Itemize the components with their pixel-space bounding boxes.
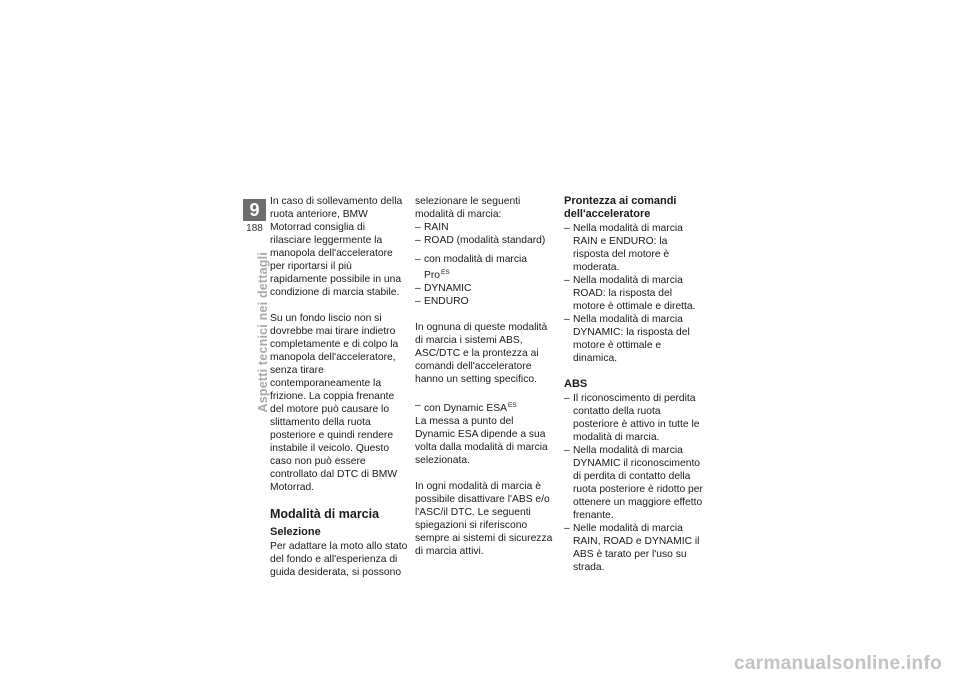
list-item: – Nella modalità di marcia DYNAMIC: la risposta del motore è ottimale e dinamica. (564, 313, 704, 365)
column-1 (270, 195, 408, 592)
subheading-selection: Selezione (270, 526, 321, 538)
list-item: – RAIN (415, 221, 555, 234)
mode-list-pro-option (415, 253, 555, 282)
list-item (415, 399, 555, 415)
paragraph-esa-setup: La messa a punto del Dynamic ESA dipende a sua volta dalla modalità di marcia selezionata. (415, 416, 548, 466)
list-item: – ENDURO (415, 295, 555, 308)
list-item-text: con Dynamic ESA (424, 403, 507, 414)
list-item: – ROAD (modalità standard) (415, 234, 555, 247)
option-badge: ES (507, 402, 517, 409)
abs-list (564, 392, 704, 574)
chapter-tab (243, 199, 266, 241)
paragraph-selection-intro: Per adattare la moto allo stato del fondo e all'esperienza di guida desiderata, si possono (270, 541, 408, 578)
paragraph-smooth-surface: Su un fondo liscio non si dovrebbe mai tirare indietro completamente e di colpo la manopola dell'acceleratore, senza tirare contemporaneamente la frizione. La coppia frenante del motore può causare lo slittamento della ruota posteriore e quindi rendere instabile il veicolo. Questo caso non può essere controllato dal DTC di BMW Motorrad. (270, 313, 399, 493)
column-3 (564, 195, 704, 587)
column-2 (415, 195, 555, 571)
list-item: – Nella modalità di marcia ROAD: la risposta del motore è ottimale e diretta. (564, 274, 704, 313)
throttle-response-list (564, 222, 704, 365)
paragraph-wheelie: In caso di sollevamento della ruota anteriore, BMW Motorrad consiglia di rilasciare leggermente la manopola dell'acceleratore per riportarsi il più rapidamente possibile in una condizione di marcia stabile. (270, 196, 403, 298)
paragraph-mode-settings: In ognuna di queste modalità di marcia i sistemi ABS, ASC/DTC e la prontezza ai comandi dell'acceleratore hanno un setting specifico. (415, 322, 548, 385)
section-heading-riding-modes: Modalità di marcia (270, 507, 380, 521)
esa-option-list (415, 399, 555, 415)
list-item: – Nelle modalità di marcia RAIN, ROAD e DYNAMIC il ABS è tarato per l'uso su strada. (564, 522, 704, 574)
paragraph-modes-intro: selezionare le seguenti modalità di marcia: (415, 196, 521, 220)
option-badge: ES (441, 269, 450, 276)
list-item: – Il riconoscimento di perdita contatto della ruota posteriore è attivo in tutte le modalità di marcia. (564, 392, 704, 444)
watermark: carmanualsonline.info (734, 653, 942, 674)
mode-list-pro (415, 282, 555, 308)
page-number: 188 (246, 223, 263, 234)
heading-abs: ABS (564, 378, 588, 390)
chapter-number: 9 (243, 199, 266, 221)
list-item (415, 253, 555, 282)
paragraph-abs-asc-disable: In ogni modalità di marcia è possibile disattivare l'ABS e/o l'ASC/il DTC. Le seguenti spiegazioni si riferiscono sempre ai sistemi di sicurezza di marcia attivi. (415, 481, 553, 557)
list-item-text: con modalità di marcia Pro (424, 254, 528, 281)
list-item: – DYNAMIC (415, 282, 555, 295)
mode-list-standard (415, 221, 555, 247)
list-item: – Nella modalità di marcia RAIN e ENDURO: la risposta del motore è moderata. (564, 222, 704, 274)
list-item: – Nella modalità di marcia DYNAMIC il riconoscimento di perdita di contatto della ruota posteriore è ridotto per ottenere un maggiore effetto frenante. (564, 444, 704, 522)
chapter-side-title: Aspetti tecnici nei dettagli (256, 252, 270, 413)
heading-throttle-response: Prontezza ai comandi dell'acceleratore (564, 195, 677, 220)
